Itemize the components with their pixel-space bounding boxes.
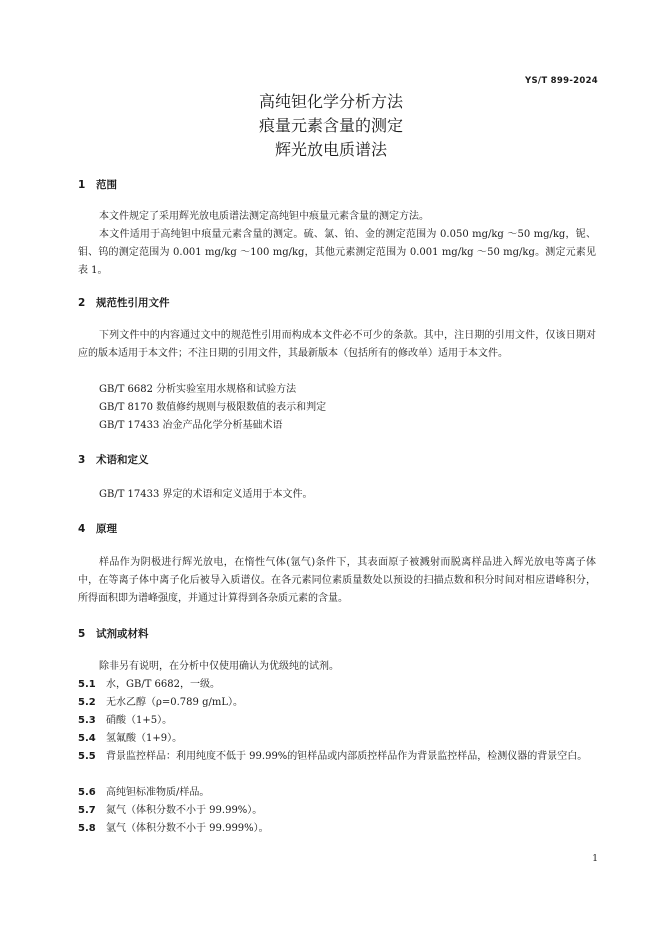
section-1-heading [78,177,117,193]
list-item [78,784,596,802]
item-number: 5.1 [78,679,96,690]
normative-reference: GB/T 17433 冶金产品化学分析基础术语 [99,420,283,431]
section-3-paragraph-1: GB/T 17433 界定的术语和定义适用于本文件。 [99,489,313,500]
section-4-paragraph-1: 样品作为阴极进行辉光放电，在惰性气体(氩气)条件下，其表面原子被溅射而脱离样品进入辉光放电等离子体中，在等离子体中离子化后被导入质谱仪。在各元素同位素质量数处以预设的扫描点数和积分时间对相应谱峰积分，所得面积即为谱峰强度，并通过计算得到各杂质元素的含量。 [78,557,596,604]
section-2-heading [78,295,170,311]
item-number: 5.8 [78,823,96,834]
standard-number: YS/T 899-2024 [525,76,598,86]
section-3-heading [78,452,149,468]
item-text: 水，GB/T 6682，一级。 [106,679,221,690]
list-item [78,730,596,748]
section-5-paragraph-1: 除非另有说明，在分析中仅使用确认为优级纯的试剂。 [99,661,339,672]
item-number: 5.6 [78,787,96,798]
item-number: 5.3 [78,715,96,726]
list-item [78,802,596,820]
title-line-3: 辉光放电质谱法 [274,140,387,159]
title-line-2: 痕量元素含量的测定 [258,116,403,135]
item-number: 5.2 [78,697,96,708]
item-text: 高纯钽标准物质/样品。 [106,787,210,798]
section-title: 原理 [96,523,117,535]
section-title: 术语和定义 [96,454,149,466]
section-1-paragraph-1: 本文件规定了采用辉光放电质谱法测定高纯钽中痕量元素含量的测定方法。 [99,211,429,222]
item-text: 硝酸（1+5）。 [106,715,173,726]
list-item [78,748,596,766]
section-number: 3 [78,454,86,466]
item-text: 无水乙醇（ρ=0.789 g/mL）。 [106,697,243,708]
section-2-paragraph-1: 下列文件中的内容通过文中的规范性引用而构成本文件必不可少的条款。其中，注日期的引用文件，仅该日期对应的版本适用于本文件；不注日期的引用文件，其最新版本（包括所有的修改单）适用于本文件。 [78,330,596,359]
section-title: 范围 [96,179,117,191]
section-1-paragraph-2: 本文件适用于高纯钽中痕量元素含量的测定。硫、氯、铂、金的测定范围为 0.050 mg/kg ～50 mg/kg，铌、钼、钨的测定范围为 0.001 mg/kg ～100 mg/kg，其他元素测定范围为 0.001 mg/kg ～50 mg/kg。测定元素见表 1。 [78,229,596,276]
normative-reference: GB/T 6682 分析实验室用水规格和试验方法 [99,384,297,395]
list-item [78,712,596,730]
section-title: 试剂或材料 [96,628,149,640]
item-number: 5.5 [78,751,96,762]
list-item [78,694,596,712]
title-line-1: 高纯钽化学分析方法 [258,92,403,111]
item-text: 氮气（体积分数不小于 99.99%）。 [106,805,263,816]
item-number: 5.4 [78,733,96,744]
list-item [78,820,596,838]
section-number: 4 [78,523,86,535]
section-number: 1 [78,179,86,191]
section-number: 2 [78,297,86,309]
item-text: 背景监控样品：利用纯度不低于 99.99%的钽样品或内部质控样品作为背景监控样品，检测仪器的背景空白。 [106,751,588,762]
section-number: 5 [78,628,86,640]
list-item [78,676,596,694]
section-4-heading [78,521,117,537]
item-text: 氢氟酸（1+9）。 [106,733,183,744]
normative-reference: GB/T 8170 数值修约规则与极限数值的表示和判定 [99,402,327,413]
item-text: 氩气（体积分数不小于 99.999%）。 [106,823,269,834]
section-5-heading [78,626,149,642]
page-number: 1 [592,854,598,864]
section-title: 规范性引用文件 [96,297,170,309]
item-number: 5.7 [78,805,96,816]
